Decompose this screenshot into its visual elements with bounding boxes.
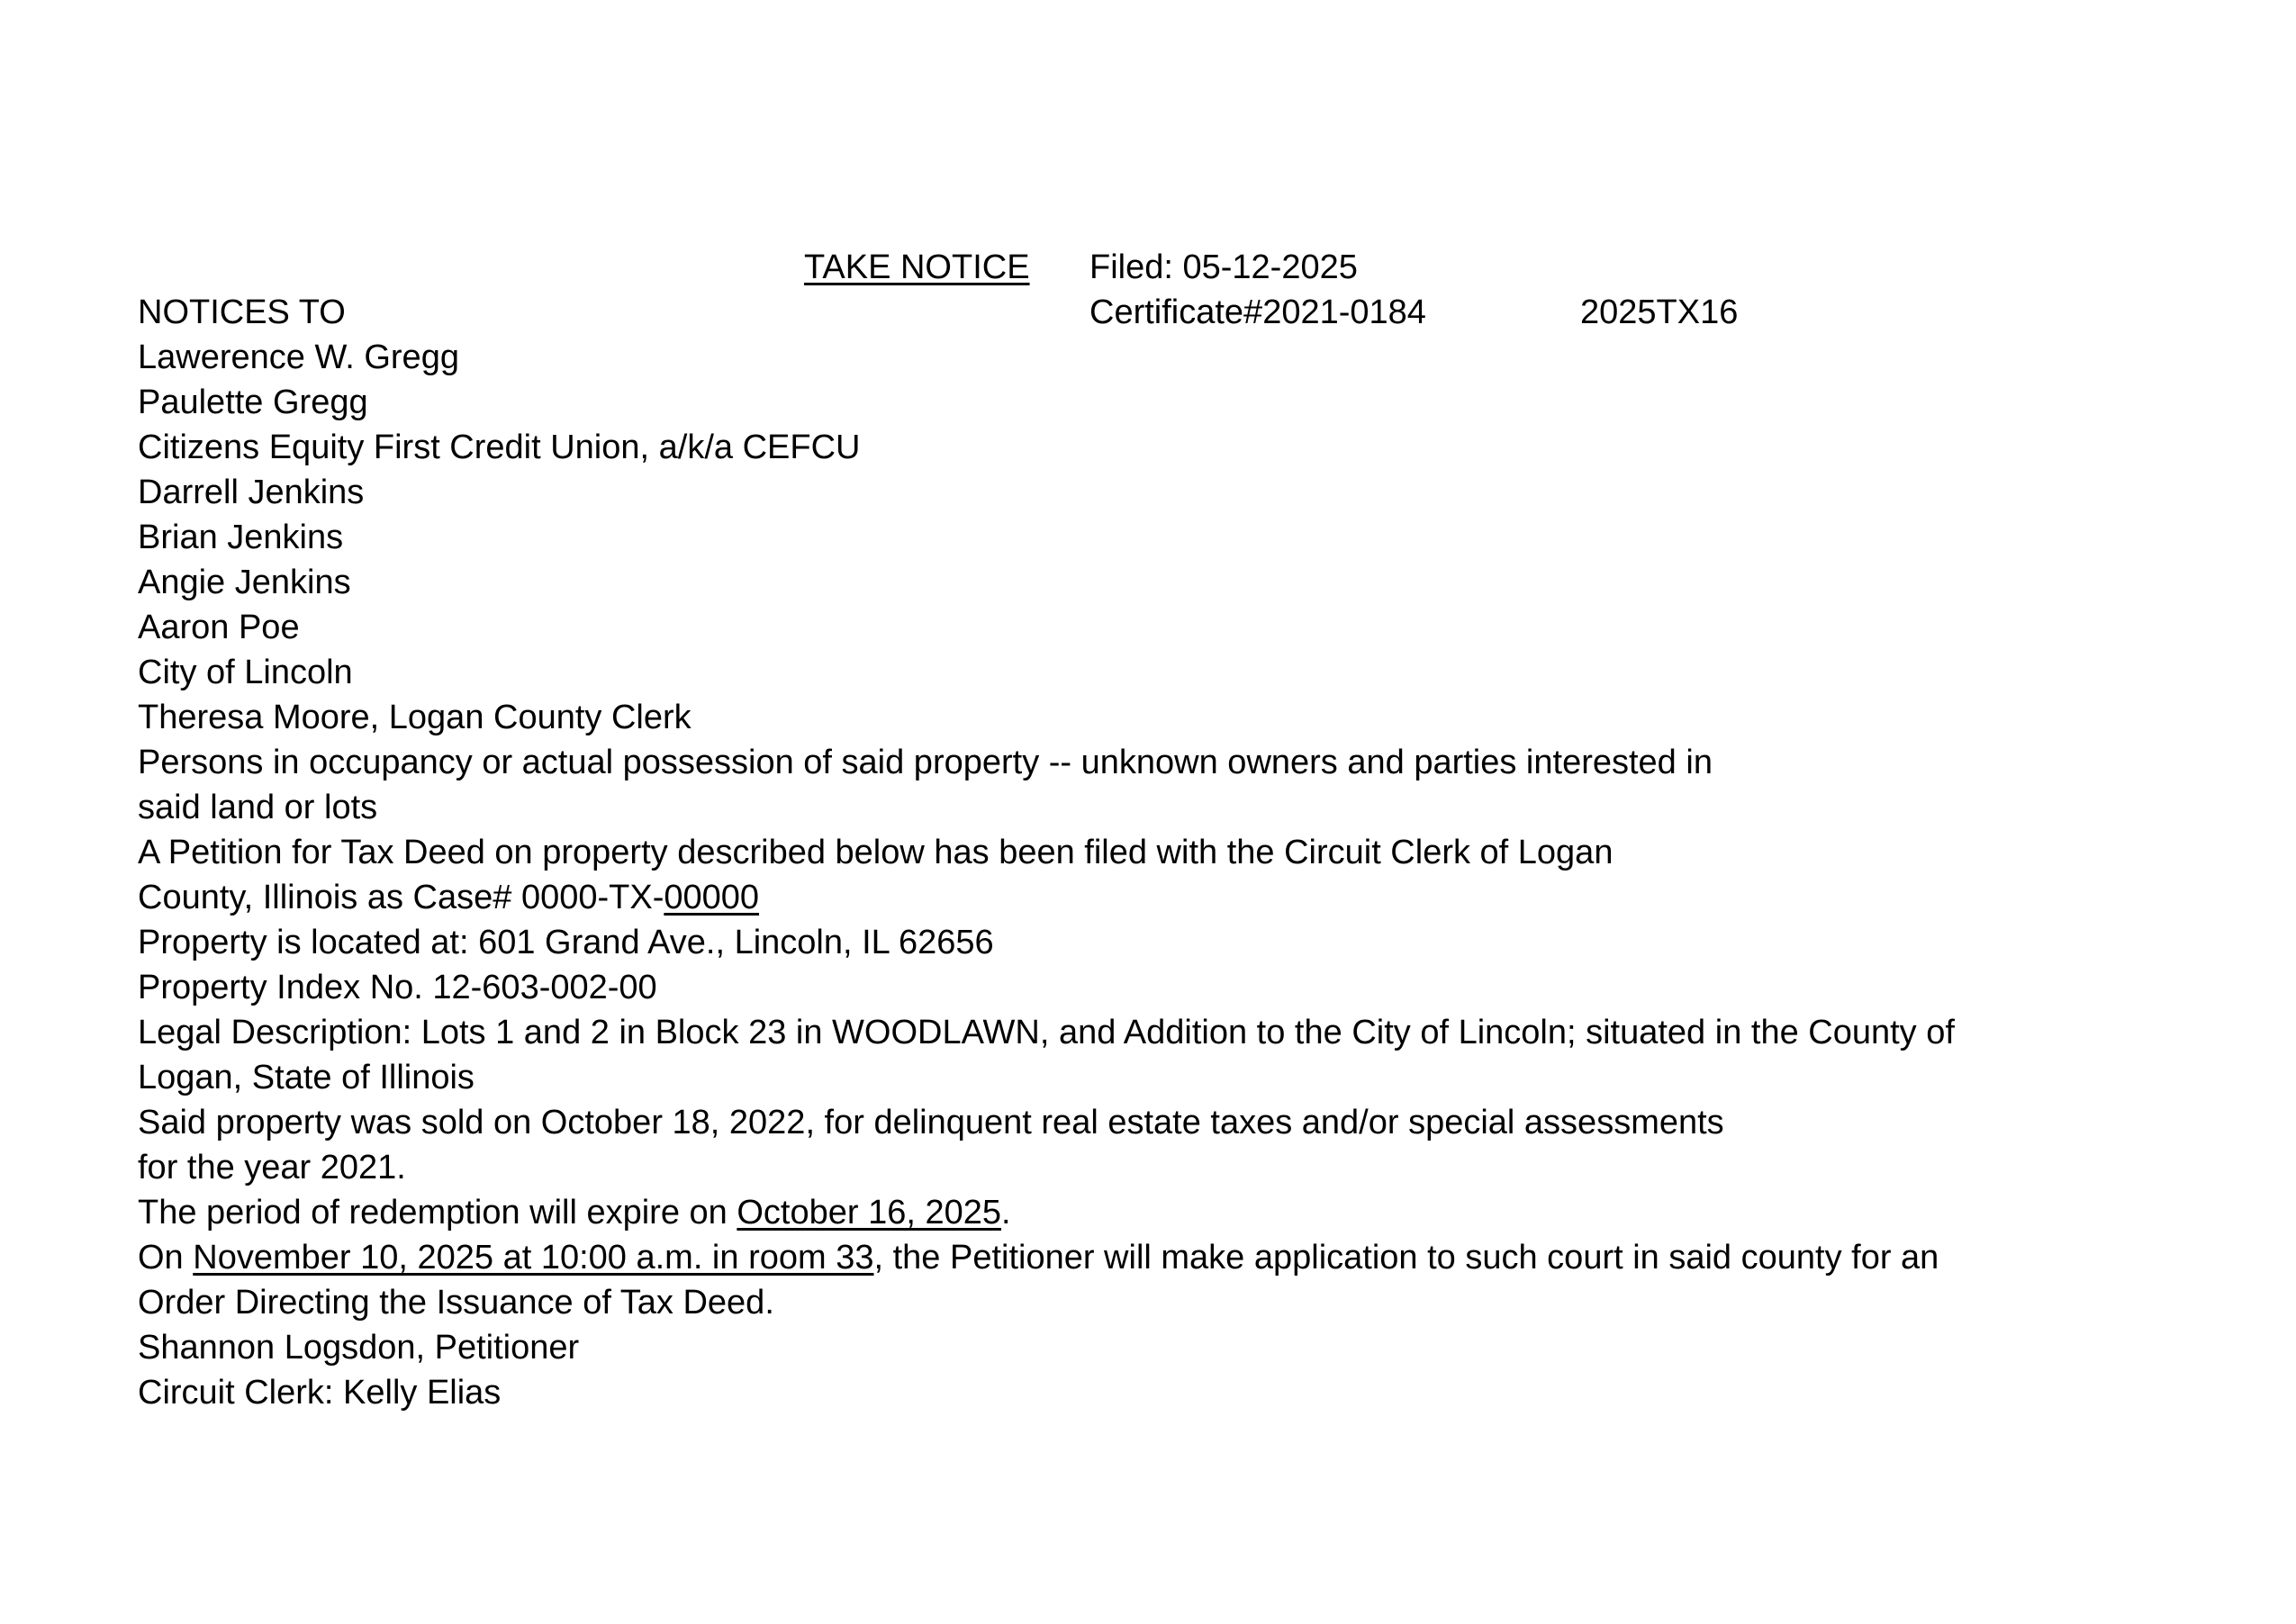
filed-date: Filed: 05-12-2025 <box>1089 248 1358 286</box>
document-line <box>138 650 2227 695</box>
document-line <box>138 1325 2227 1370</box>
document-line <box>138 425 2227 470</box>
document-body <box>138 335 2227 1415</box>
text-segment: City of Lincoln <box>138 654 353 691</box>
text-segment: Theresa Moore, Logan County Clerk <box>138 699 692 736</box>
document-line <box>138 1280 2227 1325</box>
text-segment: Circuit Clerk: Kelly Elias <box>138 1374 502 1412</box>
text-segment: Paulette Gregg <box>138 383 368 421</box>
text-segment: County, Illinois as Case# 0000-TX- <box>138 879 664 916</box>
certificate-number: Certificate#2021-0184 <box>1089 293 1426 331</box>
text-segment: said land or lots <box>138 789 378 826</box>
document-line <box>138 380 2227 425</box>
text-segment: for the year 2021. <box>138 1149 406 1186</box>
header-row-1 <box>138 245 2227 290</box>
document-line <box>138 1190 2227 1235</box>
text-segment: Citizens Equity First Credit Union, a/k/a CEFCU <box>138 429 861 466</box>
header-row-2 <box>138 290 2227 335</box>
document-line <box>138 605 2227 650</box>
text-segment: Darrell Jenkins <box>138 474 365 511</box>
text-segment: Property is located at: 601 Grand Ave., Lincoln, IL 62656 <box>138 924 994 961</box>
document-line <box>138 1370 2227 1415</box>
document-line <box>138 785 2227 830</box>
document-line <box>138 470 2227 515</box>
text-segment: Persons in occupancy or actual possession of said property -- unknown owners and parties interested in <box>138 744 1713 781</box>
notices-to-label: NOTICES TO <box>138 293 346 331</box>
document-title: TAKE NOTICE <box>804 248 1030 286</box>
document-line <box>138 515 2227 560</box>
text-segment: , the Petitioner will make application to such court in said county for an <box>873 1239 1939 1277</box>
document-line <box>138 740 2227 785</box>
text-segment: Shannon Logsdon, Petitioner <box>138 1329 580 1367</box>
case-code: 2025TX16 <box>1580 293 1739 331</box>
document-line <box>138 920 2227 965</box>
document-line <box>138 695 2227 740</box>
text-segment: Order Directing the Issuance of Tax Deed. <box>138 1284 774 1322</box>
text-segment: Brian Jenkins <box>138 519 344 556</box>
text-segment: Lawerence W. Gregg <box>138 338 459 376</box>
document-line <box>138 830 2227 875</box>
document-line <box>138 1145 2227 1190</box>
text-segment: A Petition for Tax Deed on property described below has been filed with the Circuit Clerk of Logan <box>138 834 1614 871</box>
document-line <box>138 1100 2227 1145</box>
notice-document <box>138 245 2227 1415</box>
underlined-text: 00000 <box>664 879 760 916</box>
document-line <box>138 1055 2227 1100</box>
text-segment: Logan, State of Illinois <box>138 1059 475 1096</box>
text-segment: Legal Description: Lots 1 and 2 in Block 23 in WOODLAWN, and Addition to the City of Lincoln; situated in the County of <box>138 1014 1955 1051</box>
document-line <box>138 875 2227 920</box>
text-segment: Property Index No. 12-603-002-00 <box>138 969 657 1006</box>
underlined-text: October 16, 2025 <box>737 1194 1002 1232</box>
document-line <box>138 1235 2227 1280</box>
document-line <box>138 335 2227 380</box>
text-segment: The period of redemption will expire on <box>138 1194 737 1232</box>
document-line <box>138 965 2227 1010</box>
text-segment: On <box>138 1239 194 1277</box>
underlined-text: November 10, 2025 at 10:00 a.m. in room 33 <box>193 1239 874 1277</box>
text-segment: Angie Jenkins <box>138 564 351 601</box>
document-line <box>138 560 2227 605</box>
text-segment: . <box>1001 1194 1011 1232</box>
document-line <box>138 1010 2227 1055</box>
text-segment: Aaron Poe <box>138 609 300 646</box>
text-segment: Said property was sold on October 18, 2022, for delinquent real estate taxes and/or special assessments <box>138 1104 1724 1141</box>
